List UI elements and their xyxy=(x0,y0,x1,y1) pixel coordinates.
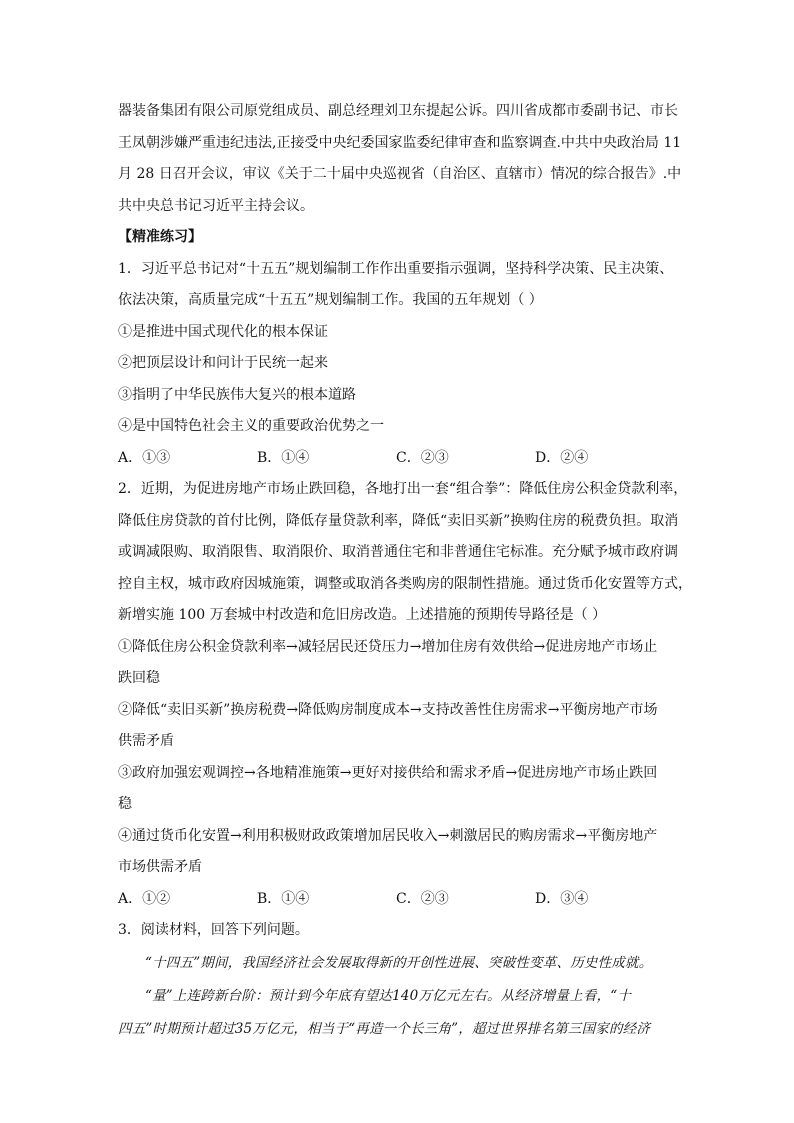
question-stem-line: 控自主权，城市政府因城施策，调整或取消各类购房的限制性措施。通过货币化安置等方式， xyxy=(118,575,692,592)
question-stem-line: 2．近期，为促进房地产市场止跌回稳，各地打出一套“组合拳”：降低住房公积金贷款利率， xyxy=(118,481,688,497)
material-line: 四五”时期预计超过35万亿元，相当于“再造一个长三角”，超过世界排名第三国家的经济 xyxy=(118,1020,651,1037)
material-line: “十四五”期间，我国经济社会发展取得新的开创性进展、突破性变革、历史性成就。 xyxy=(145,954,653,971)
intro-paragraph xyxy=(118,96,682,222)
intro-line: 月 28 日召开会议，审议《关于二十届中央巡视省（自治区、直辖市）情况的综合报告》.中 xyxy=(118,166,682,182)
question-item-cont: 供需矛盾 xyxy=(118,733,174,749)
option-a[interactable]: A．①② xyxy=(118,890,171,907)
question-item: ①是推进中国式现代化的根本保证 xyxy=(118,323,328,340)
option-c[interactable]: C．②③ xyxy=(396,449,449,466)
option-b[interactable]: B．①④ xyxy=(257,890,310,907)
answer-options xyxy=(118,884,678,916)
reading-material xyxy=(118,947,678,1046)
question-3 xyxy=(118,915,678,1046)
intro-line: 王凤朝涉嫌严重违纪违法,正接受中央纪委国家监委纪律审查和监察调查.中共中央政治局 11 xyxy=(118,134,682,151)
question-stem-line: 降低住房贷款的首付比例，降低存量贷款利率，降低“卖旧买新”换购住房的税费负担。取消 xyxy=(118,512,679,529)
question-item: ④通过货币化安置→利用积极财政政策增加居民收入→刺激居民的购房需求→平衡房地产 xyxy=(118,827,658,844)
document-page xyxy=(118,96,692,1046)
section-heading: 【精准练习】 xyxy=(118,229,202,245)
option-c[interactable]: C．②③ xyxy=(396,890,449,907)
question-stem-line: 3．阅读材料，回答下列问题。 xyxy=(118,922,309,938)
question-item-cont: 跌回稳 xyxy=(118,670,160,686)
question-item: ①降低住房公积金贷款利率→减轻居民还贷压力→增加住房有效供给→促进房地产市场止 xyxy=(118,638,658,655)
question-stem-line: 依法决策，高质量完成“十五五”规划编制工作。我国的五年规划（ ） xyxy=(118,292,543,308)
question-item: ②降低“卖旧买新”换房税费→降低购房制度成本→支持改善性住房需求→平衡房地产市场 xyxy=(118,701,658,718)
intro-line: 共中央总书记习近平主持会议。 xyxy=(118,197,314,214)
option-d[interactable]: D．③④ xyxy=(535,890,589,907)
option-a[interactable]: A．①③ xyxy=(118,449,171,466)
option-b[interactable]: B．①④ xyxy=(257,449,310,466)
answer-options xyxy=(118,443,678,475)
question-item: ②把顶层设计和问计于民统一起来 xyxy=(118,355,328,371)
question-2 xyxy=(118,474,692,915)
question-item: ③政府加强宏观调控→各地精准施策→更好对接供给和需求矛盾→促进房地产市场止跌回 xyxy=(118,764,658,781)
question-stem-line: 新增实施 100 万套城中村改造和危旧房改造。上述措施的预期传导路径是（ ） xyxy=(118,607,607,623)
question-1 xyxy=(118,254,678,475)
intro-line: 器装备集团有限公司原党组成员、副总经理刘卫东提起公诉。四川省成都市委副书记、市长 xyxy=(118,103,678,119)
option-d[interactable]: D．②④ xyxy=(535,449,589,466)
question-stem-line: 或调减限购、取消限售、取消限价、取消普通住宅和非普通住宅标准。充分赋予城市政府调 xyxy=(118,544,678,560)
question-item: ③指明了中华民族伟大复兴的根本道路 xyxy=(118,386,356,403)
question-item: ④是中国特色社会主义的重要政治优势之一 xyxy=(118,418,384,434)
material-line: “量”上连跨新台阶：预计到今年底有望达140万亿元左右。从经济增量上看，“十 xyxy=(145,987,632,1004)
question-item-cont: 市场供需矛盾 xyxy=(118,859,202,875)
question-item-cont: 稳 xyxy=(118,796,132,812)
question-stem-line: 1．习近平总书记对“十五五”规划编制工作作出重要指示强调，坚持科学决策、民主决策、 xyxy=(118,260,674,277)
